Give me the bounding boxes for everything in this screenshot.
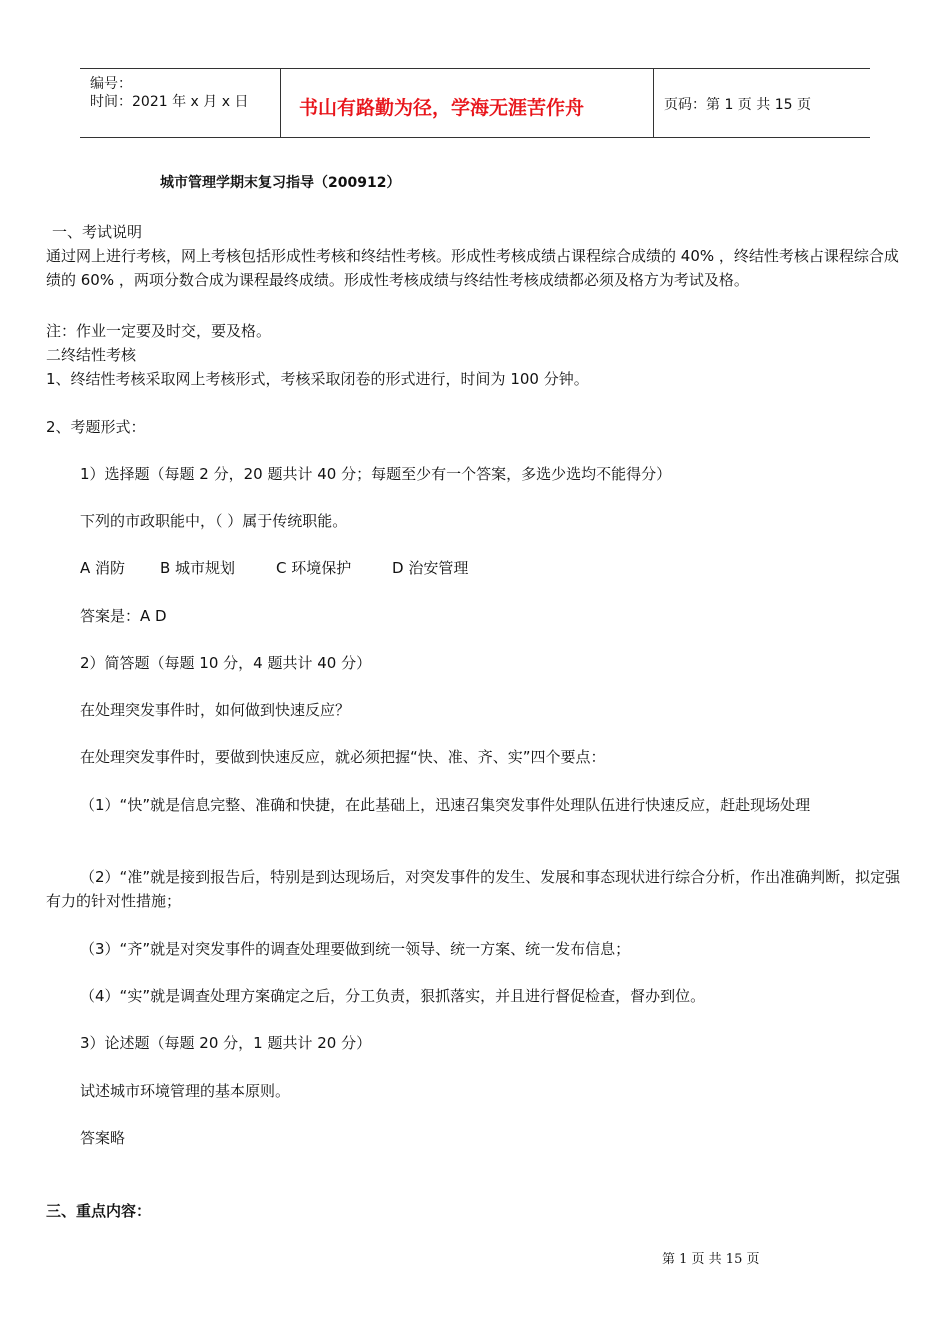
section3-heading: 三、重点内容： xyxy=(46,1202,152,1220)
header-left-cell xyxy=(80,69,281,137)
q1-option-a: A 消防 xyxy=(80,559,126,577)
header-right-cell xyxy=(654,69,870,137)
header-table xyxy=(80,68,870,138)
section1-heading: 一、考试说明 xyxy=(52,223,143,241)
section2-item2: 2、考题形式： xyxy=(46,418,146,436)
section2-item1: 1、终结性考核采取网上考核形式，考核采取闭卷的形式进行，时间为 100 分钟。 xyxy=(46,370,589,388)
page-label: 页码：第 1 页 共 15 页 xyxy=(664,97,811,113)
header-center-cell xyxy=(281,69,654,137)
q3-answer: 答案略 xyxy=(80,1129,126,1147)
q2-point3: （3）“齐”就是对突发事件的调查处理要做到统一领导、统一方案、统一发布信息； xyxy=(80,940,631,958)
section1-paragraph: 通过网上进行考核，网上考核包括形成性考核和终结性考核。形成性考核成绩占课程综合成绩的 40% ，终结性考核占课程综合成绩的 60% ，两项分数合成为课程最终成绩。形成性考核成绩与终结性考核成绩都必须及格方为考试及格。 xyxy=(46,247,899,289)
motto-text: 书山有路勤为径，学海无涯苦作舟 xyxy=(299,97,585,119)
q2-point1: （1）“快”就是信息完整、准确和快捷，在此基础上，迅速召集突发事件处理队伍进行快速反应，赶赴现场处理 xyxy=(80,796,811,814)
section2-heading: 二终结性考核 xyxy=(46,346,137,364)
q2-question: 在处理突发事件时，如何做到快速反应？ xyxy=(80,701,351,719)
q1-answer: 答案是：A D xyxy=(80,607,167,625)
q1-option-d: D 治安管理 xyxy=(392,559,469,577)
number-label: 编号： xyxy=(90,76,132,92)
q1-option-c: C 环境保护 xyxy=(276,559,352,577)
q2-intro: 在处理突发事件时，要做到快速反应，就必须把握“快、准、齐、实”四个要点： xyxy=(80,748,606,766)
q1-question: 下列的市政职能中，（ ）属于传统职能。 xyxy=(80,512,348,530)
date-label: 时间：2021 年 x 月 x 日 xyxy=(90,94,249,110)
document-title: 城市管理学期末复习指导（200912） xyxy=(160,175,401,191)
q3-question: 试述城市环境管理的基本原则。 xyxy=(80,1082,291,1100)
q2-type: 2）简答题（每题 10 分，4 题共计 40 分） xyxy=(80,654,372,672)
q1-type: 1）选择题（每题 2 分，20 题共计 40 分；每题至少有一个答案，多选少选均不能得分） xyxy=(80,465,672,483)
q3-type: 3）论述题（每题 20 分，1 题共计 20 分） xyxy=(80,1034,372,1052)
section1-note: 注：作业一定要及时交，要及格。 xyxy=(46,322,272,340)
q2-point2: （2）“准”就是接到报告后，特别是到达现场后，对突发事件的发生、发展和事态现状进行综合分析，作出准确判断，拟定强有力的针对性措施； xyxy=(46,868,901,910)
q2-point4: （4）“实”就是调查处理方案确定之后，分工负责，狠抓落实，并且进行督促检查，督办到位。 xyxy=(80,987,706,1005)
q1-option-b: B 城市规划 xyxy=(160,559,236,577)
footer-page-number: 第 1 页 共 15 页 xyxy=(662,1252,760,1267)
